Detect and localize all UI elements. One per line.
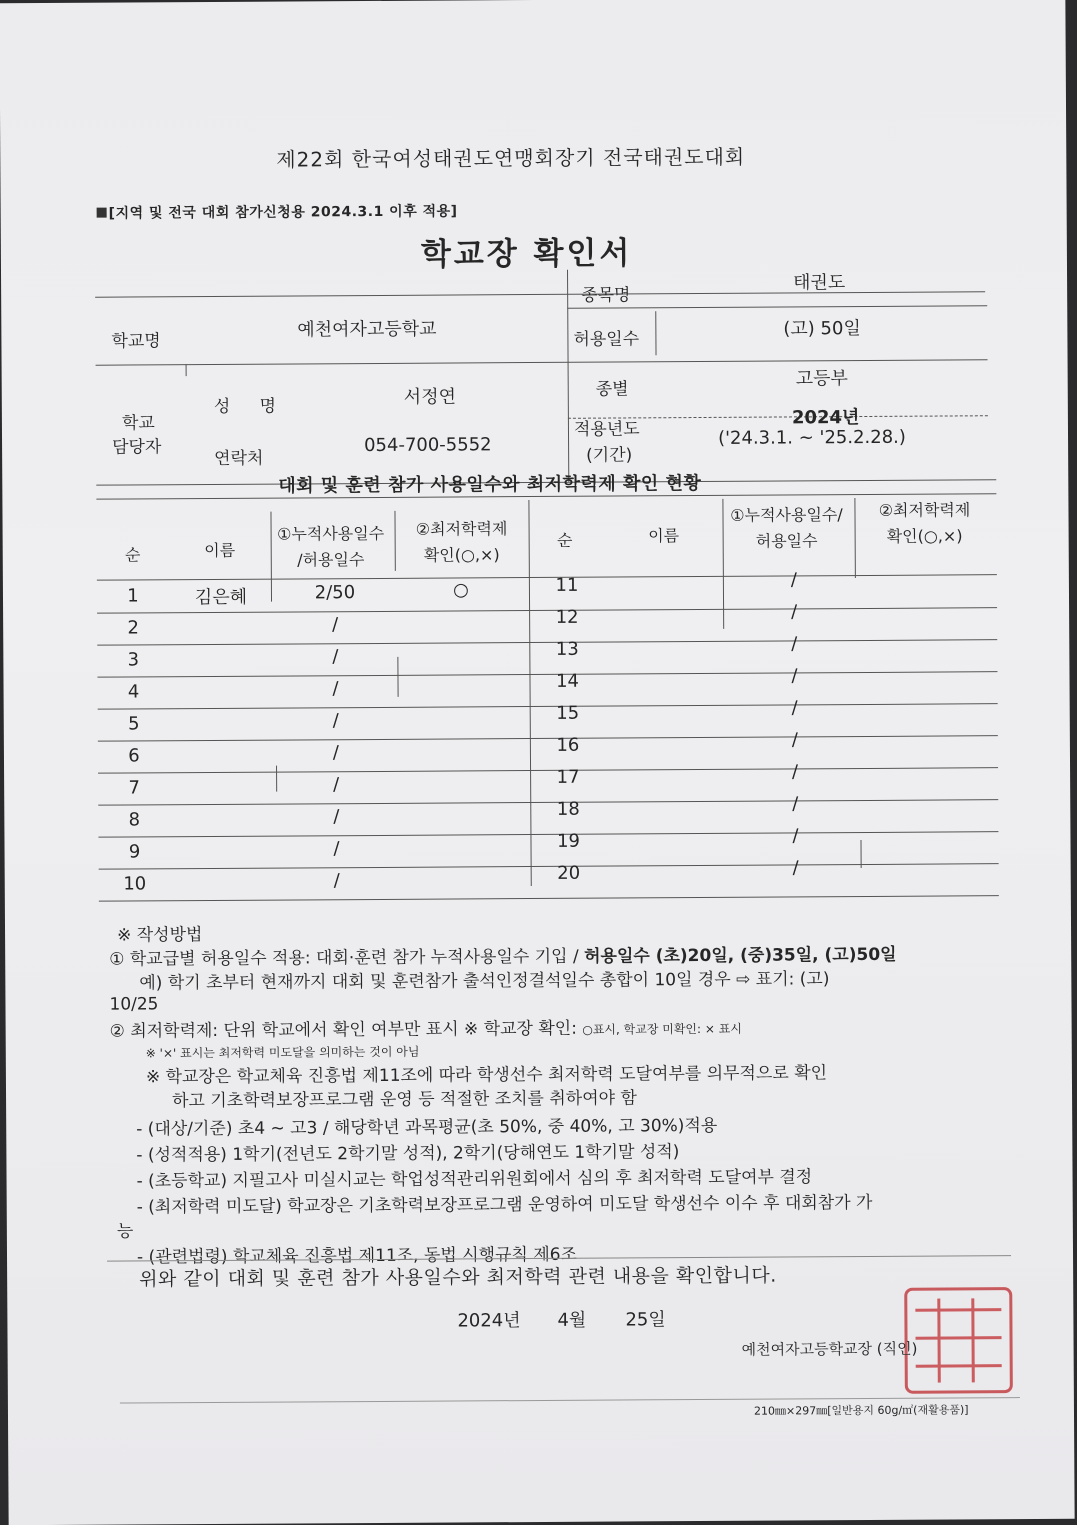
row-no: 6 bbox=[114, 745, 154, 766]
note-bullet-grades: - (성적적용) 1학기(전년도 2학기말 성적), 2학기(당해연도 1학기말 성적) bbox=[136, 1137, 679, 1165]
note-item-2-small: ※ '×' 표시는 최저학력 미도달을 의미하는 것이 아님 bbox=[146, 1043, 420, 1062]
note-bullet-elementary: - (초등학교) 지필고사 미실시교는 학업성적관리위원회에서 심의 후 최저학력 도달여부 결정 bbox=[136, 1162, 812, 1191]
header-name-right: 이름 bbox=[629, 523, 699, 549]
row-name-right bbox=[608, 732, 718, 733]
event-label: 종목명 bbox=[581, 280, 630, 305]
row-name-right bbox=[607, 572, 717, 573]
category-label: 종별 bbox=[596, 374, 629, 399]
row-check: ○ bbox=[399, 579, 523, 601]
usage-note-text: [지역 및 전국 대회 참가신청용 2024.3.1 이후 적용] bbox=[109, 203, 458, 221]
header-check-right-2: 확인(○,×) bbox=[855, 523, 995, 550]
row-days: / bbox=[275, 646, 395, 668]
row-name-right bbox=[609, 860, 719, 861]
table-body bbox=[0, 0, 1065, 3]
note-bullet-unmet: - (최저학력 미도달) 학교장은 기초학력보장프로그램 운영하여 미도달 학생선수 이수 후 대회참가 가 bbox=[137, 1188, 873, 1217]
row-no: 9 bbox=[114, 841, 154, 862]
row-days-right: / bbox=[730, 761, 860, 783]
year-label-line2: (기간) bbox=[586, 440, 632, 465]
manager-label-line2: 담당자 bbox=[112, 432, 161, 457]
row-no-right: 11 bbox=[543, 575, 591, 596]
confirm-statement: 위와 같이 대회 및 훈련 참가 사용일수와 최저학력 관련 내용을 확인합니다. bbox=[139, 1261, 777, 1292]
row-days: / bbox=[276, 806, 396, 828]
header-check-left-2: 확인(○,×) bbox=[397, 542, 527, 569]
row-check-right bbox=[862, 824, 996, 825]
school-value: 예천여자고등학교 bbox=[297, 315, 436, 342]
signer: 예천여자고등학교장 (직인) bbox=[742, 1338, 918, 1360]
row-days-right: / bbox=[729, 633, 859, 655]
paper-spec-footer: 210㎜×297㎜[일반용지 60g/㎡(재활용품)] bbox=[754, 1401, 969, 1418]
note-item-1-allowed: 허용일수 (초)20일, (중)35일, (고)50일 bbox=[584, 945, 897, 967]
note-law-line1: ※ 학교장은 학교체육 진흥법 제11조에 따라 학생선수 최저학력 도달여부를 의무적으로 확인 bbox=[146, 1058, 827, 1087]
row-days: / bbox=[277, 870, 397, 892]
row-check-right bbox=[862, 792, 996, 793]
header-days-right-2: 허용일수 bbox=[721, 528, 853, 555]
allowed-days-value: (고) 50일 bbox=[783, 314, 861, 340]
header-days-left-2: /허용일수 bbox=[269, 547, 393, 574]
date-day: 25일 bbox=[625, 1305, 665, 1331]
row-name-right bbox=[607, 668, 717, 669]
square-bullet-icon bbox=[97, 208, 107, 218]
row-name-right bbox=[608, 700, 718, 701]
row-days-right: / bbox=[729, 601, 859, 623]
note-item-2-marks: ○표시, 학교장 미확인: × 표시 bbox=[582, 1022, 742, 1037]
info-event-rule bbox=[567, 305, 987, 309]
row-name-right bbox=[607, 604, 717, 605]
row-name-right bbox=[608, 796, 718, 797]
note-item-1-example-cont: 10/25 bbox=[109, 994, 158, 1014]
table-partial-divider bbox=[397, 657, 398, 697]
row-name-right bbox=[608, 764, 718, 765]
row-check-right bbox=[861, 568, 995, 569]
contact-label: 연락처 bbox=[214, 444, 263, 469]
name-label: 성 명 bbox=[214, 392, 288, 417]
date-month: 4월 bbox=[557, 1306, 586, 1332]
row-no: 10 bbox=[115, 873, 155, 894]
manager-name: 서정연 bbox=[404, 382, 456, 408]
header-days-right-1: ①누적사용일수/ bbox=[720, 502, 852, 529]
row-no-right: 19 bbox=[544, 831, 592, 852]
usage-note bbox=[97, 200, 458, 222]
event-title: 제22회 한국여성태권도연맹회장기 전국태권도대회 bbox=[276, 141, 745, 173]
row-no-right: 15 bbox=[544, 703, 592, 724]
official-seal bbox=[904, 1287, 1013, 1394]
row-no-right: 14 bbox=[543, 671, 591, 692]
note-item-1-text: ① 학교급별 허용일수 적용: 대회·훈련 참가 누적사용일수 기입 / bbox=[109, 947, 584, 970]
info-top-rule bbox=[95, 291, 985, 297]
row-no-right: 17 bbox=[544, 767, 592, 788]
note-item-2 bbox=[110, 1013, 742, 1042]
event-value: 태권도 bbox=[793, 268, 845, 294]
row-days-right: / bbox=[729, 569, 859, 591]
row-no: 4 bbox=[114, 681, 154, 702]
note-bullet-unmet-cont: 능 bbox=[117, 1216, 134, 1241]
header-days-left-1: ①누적사용일수 bbox=[269, 521, 393, 548]
row-no-right: 16 bbox=[544, 735, 592, 756]
row-days-right: / bbox=[730, 793, 860, 815]
row-days: / bbox=[275, 614, 395, 636]
allowed-days-label: 허용일수 bbox=[573, 324, 639, 349]
row-check-right bbox=[862, 696, 996, 697]
info-middle-rule bbox=[96, 359, 988, 365]
row-days-right: / bbox=[730, 697, 860, 719]
section-title: 대회 및 훈련 참가 사용일수와 최저학력제 확인 현황 bbox=[278, 469, 701, 498]
note-item-2-text: ② 최저학력제: 단위 학교에서 확인 여부만 표시 ※ 학교장 확인: bbox=[110, 1019, 583, 1042]
info-manager-tick bbox=[186, 364, 187, 376]
row-days: / bbox=[275, 678, 395, 700]
note-bullet-law: - (관련법령) 학교체육 진흥법 제11조, 동법 시행규칙 제6조 bbox=[137, 1240, 577, 1268]
row-days: / bbox=[276, 710, 396, 732]
note-bullet-target: - (대상/기준) 초4 ~ 고3 / 해당학년 과목평균(초 50%, 중 40%, 고 30%)적용 bbox=[136, 1111, 717, 1140]
row-no-right: 20 bbox=[545, 863, 593, 884]
table-center-divider bbox=[528, 500, 531, 886]
notes-heading: ※ 작성방법 bbox=[117, 920, 202, 946]
table-row-rule bbox=[99, 895, 999, 901]
row-check-right bbox=[861, 600, 995, 601]
header-check-left-1: ②최저학력제 bbox=[397, 516, 527, 543]
info-allowed-divider bbox=[655, 311, 656, 355]
row-check-right bbox=[863, 856, 997, 857]
document-title: 학교장 확인서 bbox=[421, 227, 633, 273]
date-year: 2024년 bbox=[457, 1306, 520, 1332]
row-no-right: 18 bbox=[544, 799, 592, 820]
row-no: 2 bbox=[113, 617, 153, 638]
row-days-right: / bbox=[729, 665, 859, 687]
row-days: / bbox=[276, 838, 396, 860]
row-no: 8 bbox=[114, 809, 154, 830]
row-no-right: 12 bbox=[543, 607, 591, 628]
school-label: 학교명 bbox=[111, 326, 160, 351]
row-no: 7 bbox=[114, 777, 154, 798]
header-name-left: 이름 bbox=[189, 538, 251, 564]
contact-value: 054-700-5552 bbox=[364, 434, 492, 456]
row-check-right bbox=[862, 728, 996, 729]
manager-label-line1: 학교 bbox=[122, 408, 155, 433]
row-name-right bbox=[608, 828, 718, 829]
row-no: 5 bbox=[114, 713, 154, 734]
row-check-right bbox=[861, 664, 995, 665]
year-value: 2024년 bbox=[792, 403, 860, 429]
row-check-right bbox=[861, 632, 995, 633]
row-days: / bbox=[276, 742, 396, 764]
note-law-line2: 하고 기초학력보장프로그램 운영 등 적절한 조치를 취하여야 함 bbox=[172, 1083, 637, 1111]
period-value: ('24.3.1. ~ '25.2.28.) bbox=[718, 427, 906, 449]
row-name: 김은혜 bbox=[183, 583, 259, 609]
note-item-1-example: 예) 학기 초부터 현재까지 대회 및 훈련참가 출석인정결석일수 총합이 10일 경우 ⇨ 표기: (고) bbox=[139, 964, 829, 993]
header-no-left: 순 bbox=[113, 542, 153, 568]
row-no: 3 bbox=[113, 649, 153, 670]
row-days: / bbox=[276, 774, 396, 796]
year-label-line1: 적용년도 bbox=[574, 414, 640, 439]
row-days-right: / bbox=[730, 729, 860, 751]
info-divider bbox=[567, 270, 569, 482]
row-days-right: / bbox=[730, 825, 860, 847]
row-days-right: / bbox=[731, 857, 861, 879]
row-no-right: 13 bbox=[543, 639, 591, 660]
header-no-right: 순 bbox=[543, 528, 587, 554]
header-check-right-1: ②최저학력제 bbox=[854, 497, 994, 524]
category-value: 고등부 bbox=[796, 364, 848, 390]
row-days: 2/50 bbox=[275, 582, 395, 604]
row-no: 1 bbox=[113, 585, 153, 606]
row-check-right bbox=[862, 760, 996, 761]
row-name-right bbox=[607, 636, 717, 637]
